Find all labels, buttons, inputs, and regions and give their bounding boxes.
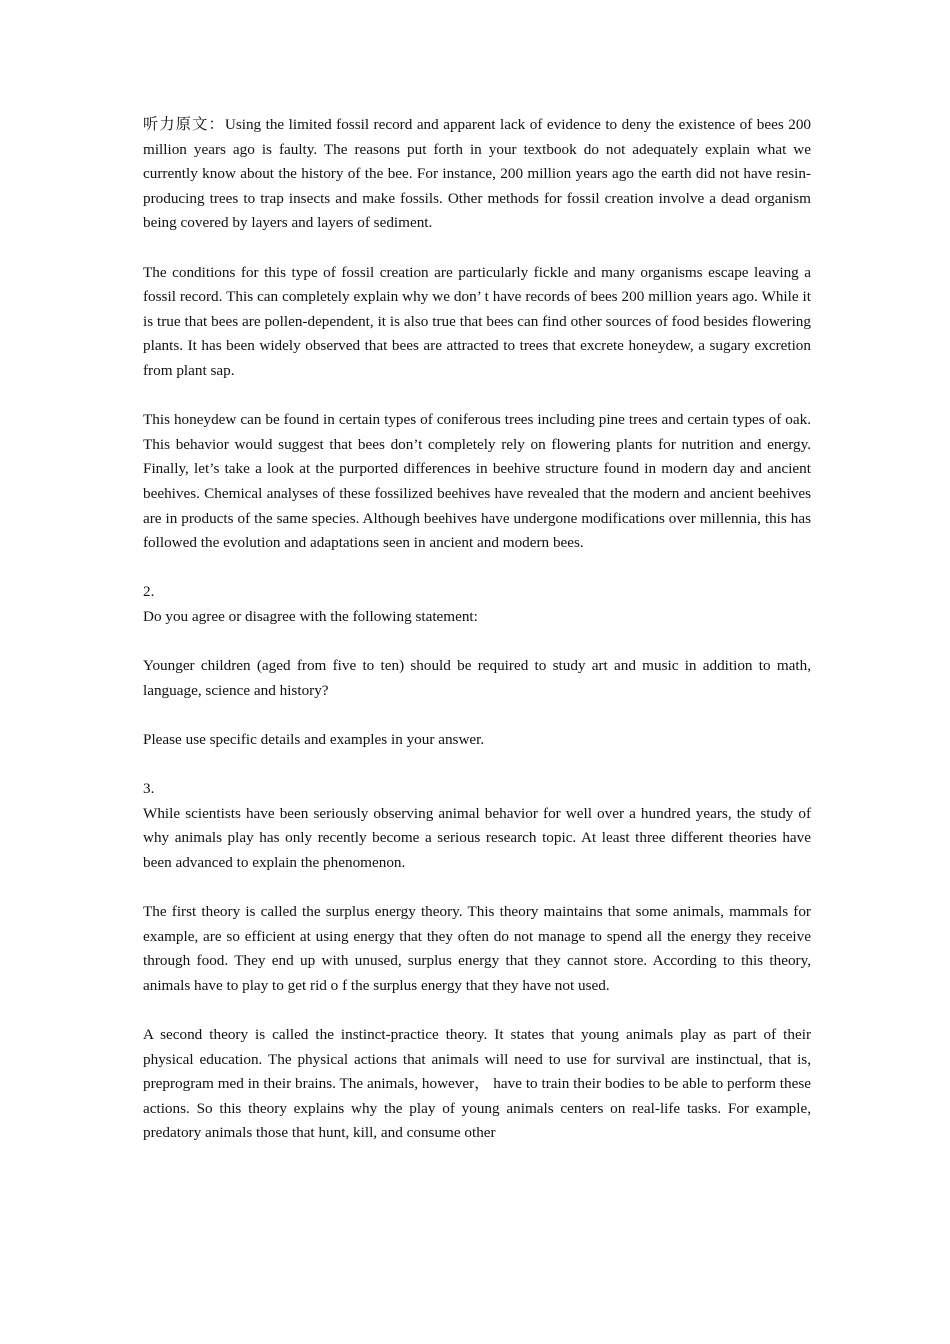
question-3-paragraph-3: A second theory is called the instinct-practice theory. It states that young animals play as part of their physical education. The physical actions that animals will need to use for survival are instinctual, that is, preprogram med in their brains. The animals, however， have to train their bodies to be able to perform these actions. So this theory explains why the play of young animals centers on real-life tasks. For example, predatory animals those that hunt, kill, and consume other: [143, 1025, 811, 1142]
listening-transcript-paragraph-1: [143, 113, 811, 236]
question-3-paragraph-1: While scientists have been seriously observing animal behavior for well over a hundred years, the study of why animals play has only recently become a serious research topic. At least three different theories have been advanced to explain the phenomenon.: [143, 804, 811, 871]
listening-transcript-paragraph-2: The conditions for this type of fossil creation are particularly fickle and many organisms escape leaving a fossil record. This can completely explain why we don’ t have records of bees 200 million years ago. While it is true that bees are pollen-dependent, it is also true that bees can find other sources of food besides flowering plants. It has been widely observed that bees are attracted to trees that excrete honeydew, a sugary excretion from plant sap.: [143, 263, 811, 379]
document-page: [143, 113, 811, 1171]
transcript-label: 听力原文：: [143, 116, 225, 133]
paragraph-text: Using the limited fossil record and apparent lack of evidence to deny the existence of bees 200 million years ago is faulty. The reasons put forth in your textbook do not adequately explain what we currently know about the history of the bee. For instance, 200 million years ago the earth did not have resin-producing trees to trap insects and make fossils. Other methods for fossil creation involve a dead organism being covered by layers and layers of sediment.: [143, 116, 812, 232]
question-2-prompt: Do you agree or disagree with the following statement:: [143, 607, 478, 625]
question-3-paragraph-2: The first theory is called the surplus energy theory. This theory maintains that some animals, mammals for example, are so efficient at using energy that they often do not manage to spend all the energy they receive through food. They end up with unused, surplus energy that they cannot store. According to this theory, animals have to play to get rid o f the surplus energy that they have not used.: [143, 903, 811, 994]
listening-transcript-paragraph-3: This honeydew can be found in certain types of coniferous trees including pine trees and certain types of oak. This behavior would suggest that bees don’t completely rely on flowering plants for nutrition and energy. Finally, let’s take a look at the purported differences in beehive structure found in modern day and ancient beehives. Chemical analyses of these fossilized beehives have revealed that the modern and ancient beehives are in products of the same species. Although beehives have undergone modifications over millennia, this has followed the evolution and adaptations seen in ancient and modern bees.: [143, 411, 811, 552]
question-2-instruction: Please use specific details and examples in your answer.: [143, 730, 485, 748]
question-2-number: 2.: [143, 583, 155, 601]
question-3-number: 3.: [143, 780, 155, 798]
question-2-statement: Younger children (aged from five to ten) should be required to study art and music in addition to math, language, science and history?: [143, 657, 811, 699]
